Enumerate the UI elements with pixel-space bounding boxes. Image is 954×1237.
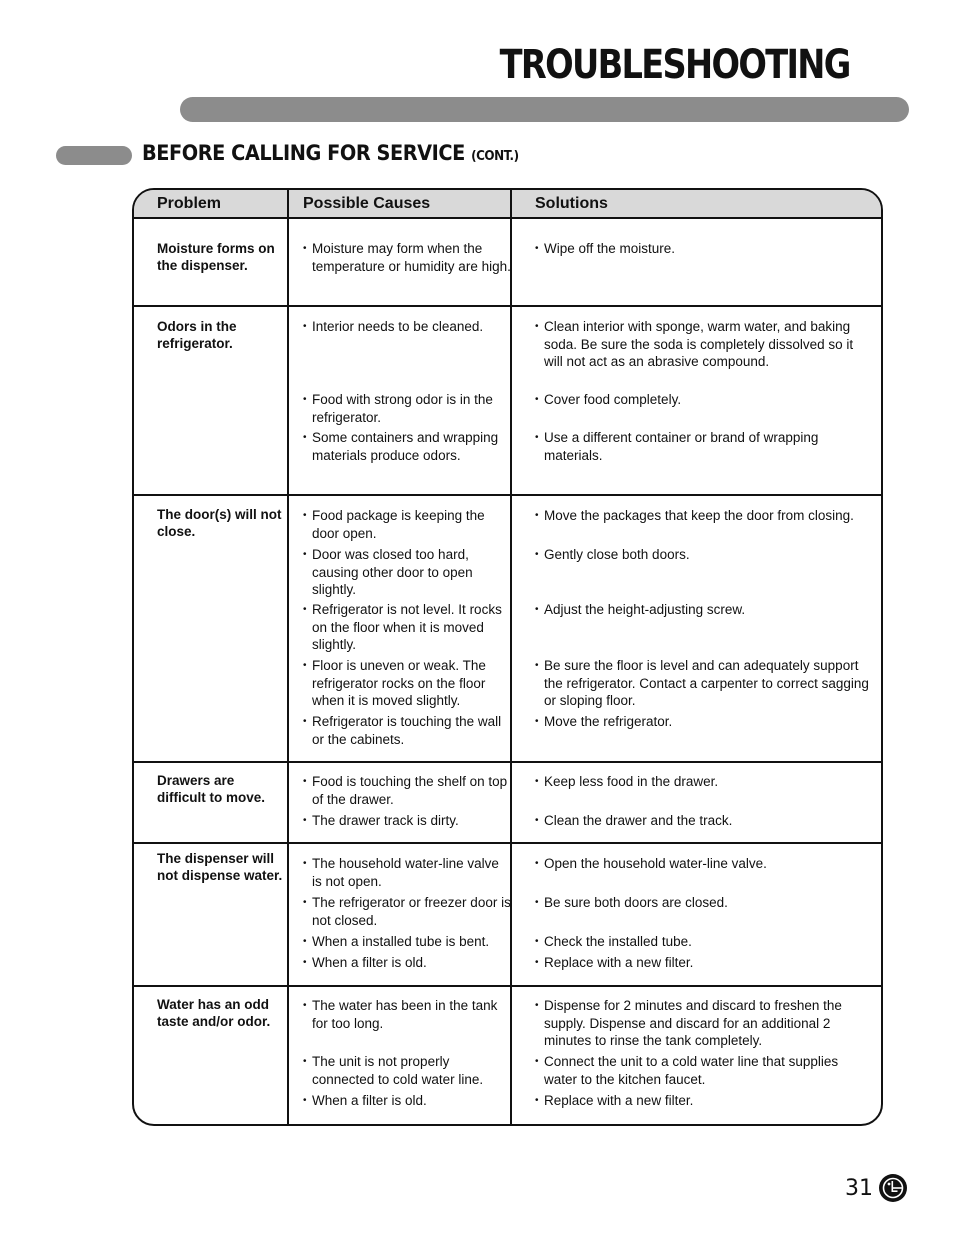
row-divider [134, 842, 881, 844]
row-divider [134, 305, 881, 307]
cause-item: • When a installed tube is bent. [303, 933, 512, 951]
solution-item: • Cover food completely. [535, 391, 874, 409]
solution-item: • Connect the unit to a cold water line that supplies water to the kitchen faucet. [535, 1053, 874, 1088]
troubleshooting-table [132, 188, 883, 1126]
problem-cell: Drawers are difficult to move. [157, 773, 265, 805]
cause-item: • When a filter is old. [303, 954, 512, 972]
cause-item: • Food with strong odor is in the refrigerator. [303, 391, 512, 426]
cause-item: • Floor is uneven or weak. The refrigerator rocks on the floor when it is moved slightly. [303, 657, 512, 710]
cause-item: • Moisture may form when the temperature or humidity are high. [303, 240, 512, 275]
solution-item: • Gently close both doors. [535, 546, 874, 564]
solution-item: • Clean interior with sponge, warm water, and baking soda. Be sure the soda is completely dissolved so it will not act as an abrasive compound. [535, 318, 874, 371]
cause-item: • Food package is keeping the door open. [303, 507, 512, 542]
column-header-causes: Possible Causes [303, 195, 431, 212]
section-title [142, 141, 519, 165]
cause-item: • The drawer track is dirty. [303, 812, 512, 830]
column-divider [287, 190, 289, 1124]
page-number: 31 [845, 1176, 873, 1201]
cause-item: • The unit is not properly connected to cold water line. [303, 1053, 512, 1088]
solution-item: • Move the packages that keep the door from closing. [535, 507, 874, 525]
column-header-solutions: Solutions [535, 195, 608, 212]
cause-item: • Interior needs to be cleaned. [303, 318, 512, 336]
solution-item: • Clean the drawer and the track. [535, 812, 874, 830]
section-title-suffix: (CONT.) [471, 149, 519, 164]
row-divider [134, 985, 881, 987]
lg-logo-icon [878, 1173, 908, 1203]
page-title: TROUBLESHOOTING [500, 42, 850, 88]
section-decorative-pill [56, 146, 132, 165]
solution-item: • Keep less food in the drawer. [535, 773, 874, 791]
solution-item: • Wipe off the moisture. [535, 240, 874, 258]
cause-item: • The household water-line valve is not open. [303, 855, 512, 890]
cause-item: • Door was closed too hard, causing other door to open slightly. [303, 546, 512, 599]
cause-item: • Refrigerator is touching the wall or the cabinets. [303, 713, 512, 748]
column-header-problem: Problem [157, 195, 222, 212]
problem-cell: The door(s) will not close. [157, 507, 282, 539]
solution-item: • Replace with a new filter. [535, 954, 874, 972]
table-header-row [134, 190, 881, 219]
solution-item: • Use a different container or brand of wrapping materials. [535, 429, 874, 464]
solution-item: • Check the installed tube. [535, 933, 874, 951]
row-divider [134, 494, 881, 496]
section-title-text: BEFORE CALLING FOR SERVICE [142, 141, 465, 165]
solution-item: • Move the refrigerator. [535, 713, 874, 731]
solution-item: • Be sure both doors are closed. [535, 894, 874, 912]
problem-cell: The dispenser will not dispense water. [157, 851, 283, 883]
cause-item: • The water has been in the tank for too long. [303, 997, 512, 1032]
cause-item: • Some containers and wrapping materials produce odors. [303, 429, 512, 464]
problem-cell: Odors in the refrigerator. [157, 319, 237, 351]
solution-item: • Be sure the floor is level and can adequately support the refrigerator. Contact a carpenter to correct sagging or sloping floor. [535, 657, 874, 710]
cause-item: • Refrigerator is not level. It rocks on the floor when it is moved slightly. [303, 601, 512, 654]
cause-item: • Food is touching the shelf on top of the drawer. [303, 773, 512, 808]
solution-item: • Open the household water-line valve. [535, 855, 874, 873]
cause-item: • The refrigerator or freezer door is not closed. [303, 894, 512, 929]
solution-item: • Adjust the height-adjusting screw. [535, 601, 874, 619]
solution-item: • Replace with a new filter. [535, 1092, 874, 1110]
header-decorative-bar [180, 97, 909, 122]
row-divider [134, 761, 881, 763]
solution-item: • Dispense for 2 minutes and discard to freshen the supply. Dispense and discard for an additional 2 minutes to rinse the tank completely. [535, 997, 874, 1050]
problem-cell: Water has an odd taste and/or odor. [157, 997, 271, 1029]
cause-item: • When a filter is old. [303, 1092, 512, 1110]
problem-cell: Moisture forms on the dispenser. [157, 241, 275, 273]
